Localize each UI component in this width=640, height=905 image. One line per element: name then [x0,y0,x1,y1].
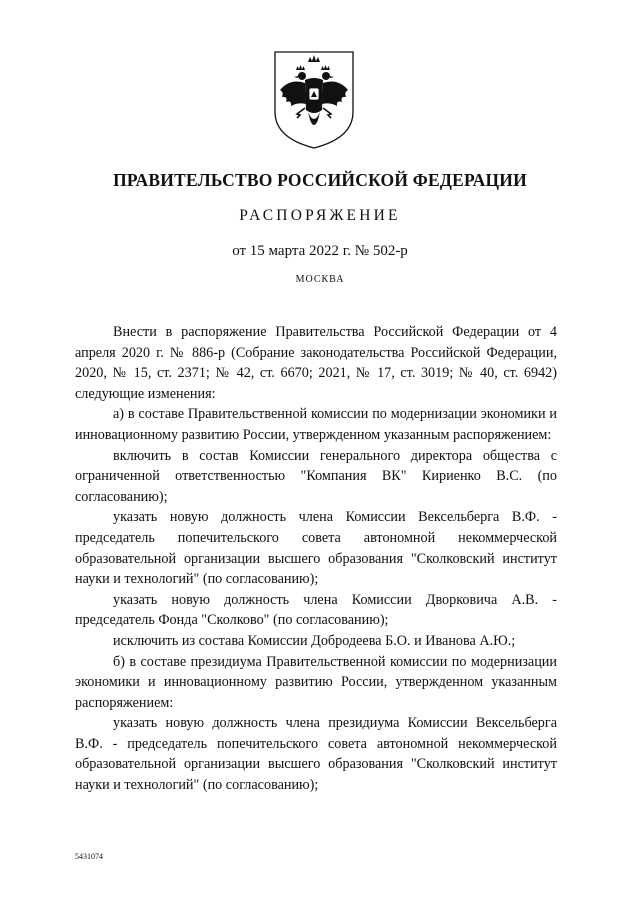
paragraph-dvorkovich-position: указать новую должность члена Комиссии Дворковича А.В. - председатель Фонда "Сколково" (по согласованию); [75,591,557,629]
paragraph-item-a: а) в составе Правительственной комиссии по модернизации экономики и инновационному развитию России, утвержденном указанным распоряжением: [75,406,557,443]
document-city: МОСКВА [295,274,345,285]
coat-of-arms-icon [272,50,356,150]
paragraph-intro: Внести в распоряжение Правительства Российской Федерации от 4 апреля 2020 г. № 886-р (Собрание законодательства Российской Федерации, 2020, № 15, ст. 2371; № 42, ст. 6670; 2021, № 17, ст. 3019; № 40, ст. 6942) следующие изменения: [75,324,557,402]
document-code: 5431074 [75,852,103,861]
document-type: РАСПОРЯЖЕНИЕ [239,207,401,224]
paragraph-vekselberg-position: указать новую должность члена Комиссии Вексельберга В.Ф. - председатель попечительского совета автономной некоммерческой образовательной организации высшего образования "Сколковский институт науки и технологий" (по согласованию); [75,509,557,588]
paragraph-exclude-members: исключить из состава Комиссии Добродеева Б.О. и Иванова А.Ю.; [113,632,516,649]
government-title: ПРАВИТЕЛЬСТВО РОССИЙСКОЙ ФЕДЕРАЦИИ [113,170,527,190]
paragraph-presidium-vekselberg: указать новую должность члена президиума Комиссии Вексельберга В.Ф. - председатель попечительского совета автономной некоммерческой образовательной организации высшего образования "Сколковский институт науки и технологий" (по согласованию); [75,715,557,794]
paragraph-item-b: б) в составе президиума Правительственной комиссии по модернизации экономики и инновационному развитию России, утвержденном указанным распоряжением: [75,653,557,711]
document-body [75,322,557,796]
paragraph-include-kirienko: включить в состав Комиссии генерального директора общества с ограниченной ответственностью "Компания ВК" Кириенко В.С. (по согласованию); [75,447,557,505]
document-date-number: от 15 марта 2022 г. № 502-р [232,243,408,259]
